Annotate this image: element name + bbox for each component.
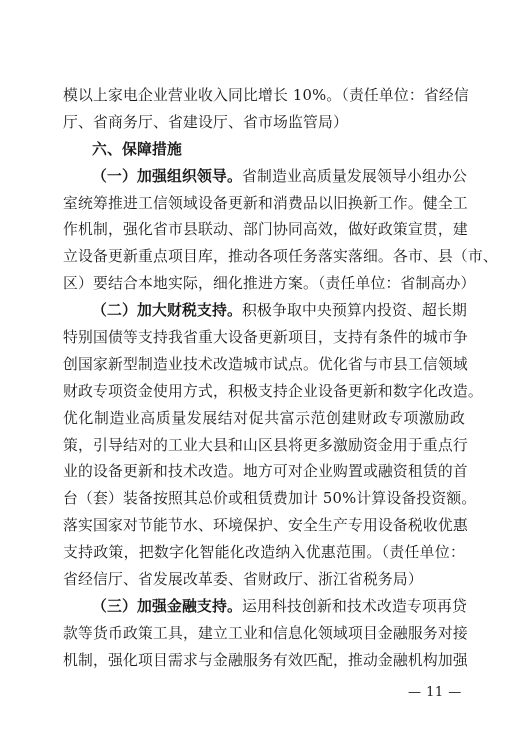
text-line: 立设备更新重点项目库，推动各项任务落实落细。各市、县（市、 xyxy=(63,248,498,266)
page-number: — 11 — xyxy=(408,685,462,700)
text-line: 机制，强化项目需求与金融服务有效匹配，推动金融机构加强 xyxy=(63,651,468,669)
paragraph-text: 积极争取中央预算内投资、超长期 xyxy=(241,302,467,320)
text-line: 区）要结合本地实际，细化推进方案。（责任单位：省制高办） xyxy=(63,275,476,293)
text-line: 优化制造业高质量发展结对促共富示范创建财政专项激励政 xyxy=(63,409,465,427)
text-line: 作机制，强化省市县联动、部门协同高效，做好政策宣贯，建 xyxy=(63,221,468,239)
text-line: 特别国债等支持我省重大设备更新项目，支持有条件的城市争 xyxy=(63,329,468,347)
section-heading: 六、保障措施 xyxy=(92,140,182,158)
text-line: 创国家新型制造业技术改造城市试点。优化省与市县工信领域 xyxy=(63,355,468,373)
text-line: 模以上家电企业营业收入同比增长 10%。（责任单位：省经信 xyxy=(63,87,469,104)
text-line: 策，引导结对的工业大县和山区县将更多激励资金用于重点行 xyxy=(63,436,468,454)
text-line: 落实国家对节能节水、环境保护、安全生产专用设备税收优惠 xyxy=(63,517,468,535)
paragraph-lead: （一）加强组织领导。 xyxy=(92,167,242,185)
text-line: 台（套）装备按照其总价或租赁费加计 50%计算设备投资额。 xyxy=(63,490,477,508)
text-line: 财政专项资金使用方式，积极支持企业设备更新和数字化改造。 xyxy=(63,382,483,400)
text-line: 室统筹推进工信领域设备更新和消费品以旧换新工作。健全工 xyxy=(63,194,468,212)
text-line: 厅、省商务厅、省建设厅、省市场监管局） xyxy=(63,113,348,131)
paragraph-lead: （三）加强金融支持。 xyxy=(92,597,242,615)
paragraph-first-line xyxy=(63,594,465,621)
paragraph-first-line xyxy=(63,298,465,325)
body-text xyxy=(63,83,498,675)
paragraph-first-line xyxy=(63,164,465,191)
text-line: 省经信厅、省发展改革委、省财政厅、浙江省税务局） xyxy=(63,571,423,589)
text-line: 支持政策，把数字化智能化改造纳入优惠范围。（责任单位： xyxy=(63,544,465,562)
paragraph-lead: （二）加大财税支持。 xyxy=(92,302,242,320)
text-line: 业的设备更新和技术改造。地方可对企业购置或融资租赁的首 xyxy=(63,463,468,481)
paragraph-text: 省制造业高质量发展领导小组办公 xyxy=(241,167,467,185)
paragraph-text: 运用科技创新和技术改造专项再贷 xyxy=(241,597,467,615)
text-line: 款等货币政策工具，建立工业和信息化领域项目金融服务对接 xyxy=(63,624,468,642)
